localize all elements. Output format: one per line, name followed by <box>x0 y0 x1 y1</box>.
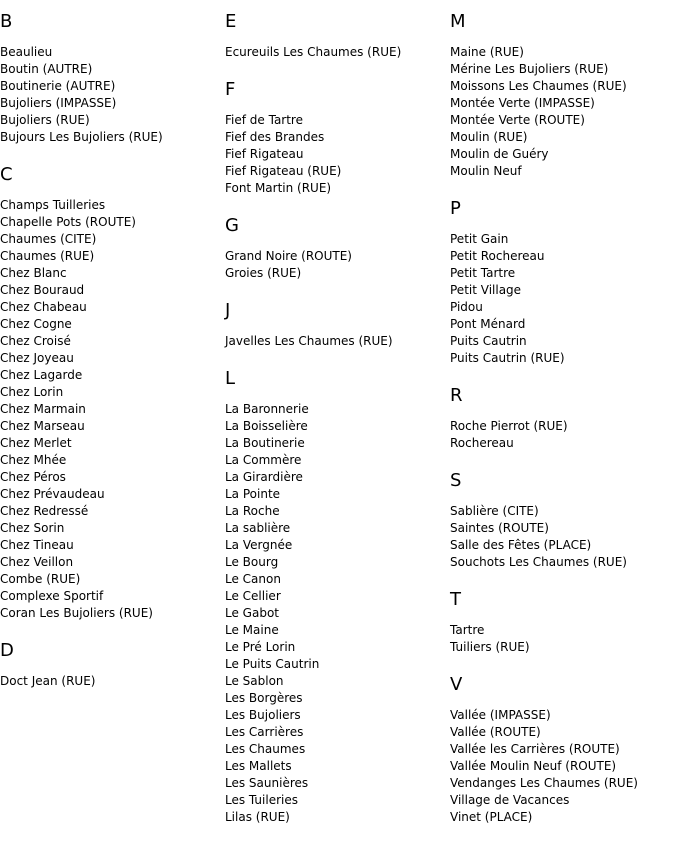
street-name: Chez Merlet <box>0 436 72 450</box>
letter-group <box>225 369 447 826</box>
street-list <box>450 503 675 571</box>
letter-heading: T <box>450 589 461 610</box>
street-name: La Commère <box>225 453 302 467</box>
street-name: Les Bujoliers <box>225 708 301 722</box>
street-name: Chez Marmain <box>0 402 86 416</box>
street-name: Le Pré Lorin <box>225 640 296 654</box>
street-name: Petit Village <box>450 283 522 297</box>
street-list <box>225 44 447 61</box>
street-name: Complexe Sportif <box>0 589 104 603</box>
street-name: Pidou <box>450 300 483 314</box>
street-index-column <box>0 12 222 709</box>
street-name: Les Chaumes <box>225 742 306 756</box>
street-name: Chez Joyeau <box>0 351 74 365</box>
street-name: Les Tuileries <box>225 793 298 807</box>
street-name: Petit Tartre <box>450 266 516 280</box>
street-name: Boutinerie (AUTRE) <box>0 79 116 93</box>
letter-heading: V <box>450 674 463 695</box>
street-name: Sablière (CITE) <box>450 504 539 518</box>
street-name: Saintes (ROUTE) <box>450 521 549 535</box>
letter-heading: M <box>450 11 466 32</box>
letter-group <box>0 165 222 622</box>
street-name: Vallée les Carrières (ROUTE) <box>450 742 620 756</box>
letter-group <box>225 80 447 197</box>
street-name: Vendanges Les Chaumes (RUE) <box>450 776 638 790</box>
letter-group <box>450 590 675 656</box>
street-name: Chez Mhée <box>0 453 67 467</box>
street-name: La sablière <box>225 521 291 535</box>
street-name: Coran Les Bujoliers (RUE) <box>0 606 153 620</box>
street-name: La Pointe <box>225 487 281 501</box>
letter-group <box>450 12 675 180</box>
letter-group <box>225 12 447 61</box>
street-list <box>225 333 447 350</box>
street-name: Chapelle Pots (ROUTE) <box>0 215 136 229</box>
street-name: Chez Bouraud <box>0 283 85 297</box>
street-name: Vallée (ROUTE) <box>450 725 541 739</box>
street-name: Bujours Les Bujoliers (RUE) <box>0 130 163 144</box>
letter-group <box>450 471 675 571</box>
street-name: La Roche <box>225 504 280 518</box>
street-index-column <box>225 12 447 845</box>
street-name: Chez Redressé <box>0 504 89 518</box>
street-name: Chaumes (CITE) <box>0 232 97 246</box>
street-name: Font Martin (RUE) <box>225 181 332 195</box>
street-name: La Vergnée <box>225 538 293 552</box>
street-name: Rochereau <box>450 436 514 450</box>
street-name: Puits Cautrin <box>450 334 527 348</box>
street-name: Fief des Brandes <box>225 130 325 144</box>
street-name: Chez Péros <box>0 470 66 484</box>
street-list <box>450 231 675 367</box>
street-name: Le Puits Cautrin <box>225 657 320 671</box>
street-list <box>450 622 675 656</box>
street-name: La Girardière <box>225 470 303 484</box>
street-name: Le Gabot <box>225 606 279 620</box>
street-name: Lilas (RUE) <box>225 810 290 824</box>
street-name: Les Carrières <box>225 725 304 739</box>
street-name: Mérine Les Bujoliers (RUE) <box>450 62 609 76</box>
street-list <box>225 401 447 826</box>
street-name: Chez Lagarde <box>0 368 83 382</box>
street-name: Chez Marseau <box>0 419 85 433</box>
street-name: Tartre <box>450 623 485 637</box>
letter-heading: J <box>225 300 231 321</box>
street-name: Ecureuils Les Chaumes (RUE) <box>225 45 402 59</box>
street-list <box>225 248 447 282</box>
street-name: Vallée Moulin Neuf (ROUTE) <box>450 759 617 773</box>
street-name: Village de Vacances <box>450 793 570 807</box>
letter-heading: G <box>225 215 239 236</box>
street-name: Chez Tineau <box>0 538 74 552</box>
street-name: Moulin (RUE) <box>450 130 528 144</box>
street-name: Roche Pierrot (RUE) <box>450 419 568 433</box>
street-name: Fief Rigateau (RUE) <box>225 164 342 178</box>
street-name: Fief de Tartre <box>225 113 303 127</box>
letter-group <box>225 216 447 282</box>
letter-heading: L <box>225 368 236 389</box>
letter-group <box>450 386 675 452</box>
letter-heading: R <box>450 385 463 406</box>
street-name: Le Bourg <box>225 555 279 569</box>
street-name: Chez Lorin <box>0 385 64 399</box>
street-name: Chez Veillon <box>0 555 74 569</box>
street-name: Beaulieu <box>0 45 53 59</box>
street-name: Combe (RUE) <box>0 572 81 586</box>
street-name: Les Borgères <box>225 691 303 705</box>
letter-heading: D <box>0 640 14 661</box>
letter-group <box>450 199 675 367</box>
street-list <box>450 44 675 180</box>
street-name: Bujoliers (RUE) <box>0 113 90 127</box>
street-list <box>225 112 447 197</box>
street-name: Chez Prévaudeau <box>0 487 105 501</box>
street-name: Vallée (IMPASSE) <box>450 708 551 722</box>
street-name: Pont Ménard <box>450 317 526 331</box>
street-list <box>450 418 675 452</box>
street-name: Les Saunières <box>225 776 309 790</box>
street-name: Le Canon <box>225 572 281 586</box>
street-name: Le Cellier <box>225 589 281 603</box>
street-name: Les Mallets <box>225 759 292 773</box>
street-name: Grand Noire (ROUTE) <box>225 249 352 263</box>
street-name: Souchots Les Chaumes (RUE) <box>450 555 627 569</box>
street-name: La Baronnerie <box>225 402 309 416</box>
street-name: Chez Croisé <box>0 334 71 348</box>
street-index-column <box>450 12 675 845</box>
street-name: Le Maine <box>225 623 279 637</box>
street-name: Le Sablon <box>225 674 284 688</box>
street-name: Puits Cautrin (RUE) <box>450 351 565 365</box>
letter-heading: P <box>450 198 461 219</box>
street-list <box>0 44 222 146</box>
street-name: Groies (RUE) <box>225 266 302 280</box>
street-list <box>0 197 222 622</box>
street-list <box>450 707 675 826</box>
street-name: Salle des Fêtes (PLACE) <box>450 538 592 552</box>
street-name: Moulin de Guéry <box>450 147 549 161</box>
street-name: Petit Rochereau <box>450 249 545 263</box>
letter-heading: C <box>0 164 13 185</box>
letter-group <box>225 301 447 350</box>
street-name: Maine (RUE) <box>450 45 524 59</box>
letter-group <box>0 12 222 146</box>
street-name: Chez Sorin <box>0 521 65 535</box>
street-name: Champs Tuilleries <box>0 198 106 212</box>
street-name: Moissons Les Chaumes (RUE) <box>450 79 627 93</box>
street-list <box>0 673 222 690</box>
street-name: Doct Jean (RUE) <box>0 674 96 688</box>
street-name: Tuiliers (RUE) <box>450 640 530 654</box>
street-name: Chez Chabeau <box>0 300 87 314</box>
street-name: Vinet (PLACE) <box>450 810 533 824</box>
letter-heading: E <box>225 11 237 32</box>
street-name: Montée Verte (IMPASSE) <box>450 96 595 110</box>
street-name: Bujoliers (IMPASSE) <box>0 96 117 110</box>
street-name: Boutin (AUTRE) <box>0 62 93 76</box>
street-name: Petit Gain <box>450 232 509 246</box>
street-name: La Boisselière <box>225 419 308 433</box>
letter-heading: F <box>225 79 236 100</box>
street-name: Chez Blanc <box>0 266 67 280</box>
letter-heading: S <box>450 470 462 491</box>
street-name: Fief Rigateau <box>225 147 304 161</box>
letter-group <box>450 675 675 826</box>
street-name: Moulin Neuf <box>450 164 522 178</box>
street-name: La Boutinerie <box>225 436 305 450</box>
street-name: Montée Verte (ROUTE) <box>450 113 585 127</box>
letter-group <box>0 641 222 690</box>
street-name: Javelles Les Chaumes (RUE) <box>225 334 393 348</box>
street-name: Chaumes (RUE) <box>0 249 95 263</box>
street-name: Chez Cogne <box>0 317 72 331</box>
letter-heading: B <box>0 11 13 32</box>
